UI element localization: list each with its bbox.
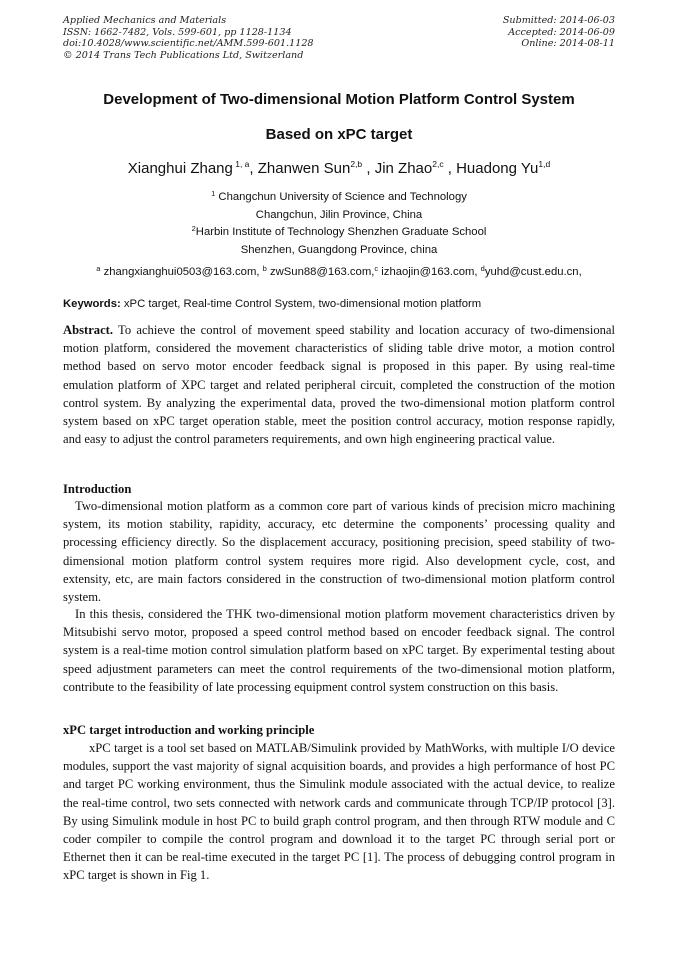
email-sup: d xyxy=(480,264,485,273)
author-affil-sup: 2,c xyxy=(432,159,444,169)
doi-line: doi:10.4028/www.scientific.net/AMM.599-601.1128 xyxy=(63,38,314,49)
affiliation-text: Changchun University of Science and Technology xyxy=(218,191,467,203)
section-heading-introduction: Introduction xyxy=(63,482,132,496)
paper-title-line-1: Development of Two-dimensional Motion Platform Control System xyxy=(103,91,575,108)
affiliation-1-name xyxy=(40,190,638,204)
submitted-date: Submitted: 2014-06-03 xyxy=(502,15,615,26)
paper-title-line-2: Based on xPC target xyxy=(265,126,413,143)
keywords-text: xPC target, Real-time Control System, two-dimensional motion platform xyxy=(123,298,482,310)
paragraph: Two-dimensional motion platform as a common core part of various kinds of precision micro machining system, its motion stability, rapidity, accuracy, etc determine the components’ processing quality and processing efficiency directly. So the displacement accuracy, positioning precision, speed stability of two-dimensional motion platform control system requires more rigid. Also development cycle, cost, and extensity, etc, are main factors considered in the construction of two-dimensional motion platform control system. xyxy=(63,499,615,605)
author-affil-sup: 1, a xyxy=(235,159,250,169)
email-address[interactable]: yuhd@cust.edu.cn, xyxy=(484,266,582,278)
affiliation-2-location: Shenzhen, Guangdong Province, china xyxy=(240,244,438,256)
affiliation-2-name xyxy=(40,225,638,239)
email-address[interactable]: zhangxianghui0503@163.com, xyxy=(103,266,260,278)
affiliation-1-location: Changchun, Jilin Province, China xyxy=(255,209,423,221)
abstract xyxy=(63,321,615,448)
affiliation-text: Harbin Institute of Technology Shenzhen Graduate School xyxy=(195,226,487,238)
email-list xyxy=(40,265,638,279)
paragraph: In this thesis, considered the THK two-dimensional motion platform movement characteristics driven by Mitsubishi servo motor, proposed a speed control method based on encoder feedback signal. The control system is a real-time motion control simulation platform based on xPC target. By experimental testing about speed adjustment parameters can meet the control requirements of the two-dimensional motion platform, contribute to the feasibility of late processing equipment control system construction on this basis. xyxy=(63,607,615,694)
keywords-label: Keywords: xyxy=(63,298,121,310)
author-name: Zhanwen Sun xyxy=(257,160,351,177)
author-affil-sup: 2,b xyxy=(350,159,363,169)
online-date: Online: 2014-08-11 xyxy=(521,38,615,49)
author-name: Huadong Yu xyxy=(456,160,539,177)
journal-name: Applied Mechanics and Materials xyxy=(63,15,227,26)
section-heading-xpc-target: xPC target introduction and working principle xyxy=(63,723,315,737)
issn-line: ISSN: 1662-7482, Vols. 599-601, pp 1128-1134 xyxy=(63,26,292,38)
accepted-date: Accepted: 2014-06-09 xyxy=(508,26,615,38)
author-affil-sup: 1,d xyxy=(538,159,551,169)
email-address[interactable]: zwSun88@163.com, xyxy=(269,266,375,278)
email-sup: b xyxy=(262,264,267,273)
author-name: Xianghui Zhang xyxy=(127,160,233,177)
affiliation-sup: 1 xyxy=(211,189,216,198)
author-name: Jin Zhao xyxy=(374,160,433,177)
copyright-line: © 2014 Trans Tech Publications Ltd, Switzerland xyxy=(63,49,304,61)
email-sup: a xyxy=(96,264,101,273)
journal-info xyxy=(63,15,314,61)
abstract-text: To achieve the control of movement speed stability and location accuracy of two-dimensional motion platform, considered the movement characteristics of sliding table drive motor, a motion control method based on servo motor encoder feedback signal is proposed in this paper. By using real-time emulation platform of XPC target and related peripheral circuit, completed the construction of the motion control system. By analyzing the experimental data, proved the two-dimensional motion platform control system based on xPC target operation stable, meet the position control accuracy, motion response rapidly, and easy to adjust the control parameters requirements, and own high engineering practical value. xyxy=(63,323,615,447)
paragraph: xPC target is a tool set based on MATLAB/Simulink provided by MathWorks, with multiple I/O device modules, support the vast majority of signal acquisition boards, and provides a high performance of host PC and target PC working environment, thus the Simulink module associated with the actual device, to realize the real-time control, two sets connected with network cards and communicate through TCP/IP protocol [3]. By using Simulink module in host PC to build graph control program, and then through RTW module and C coder compiler to compile the control program and download it to the target PC through serial port or Ethernet then it can be real-time executed in the target PC [1]. The process of debugging control program in xPC target is shown in Fig 1. xyxy=(63,741,615,883)
author-list: Xianghui Zhang $^{1, a}$, Zhanwen Sun$^{2,b}$ , Jin Zhao$^{2,c}$ , Huadong Yu$^{1,d}$ xyxy=(127,159,551,177)
email-address[interactable]: izhaojin@163.com, xyxy=(381,266,478,278)
keywords xyxy=(63,297,615,311)
publication-dates xyxy=(503,15,615,50)
affiliation-sup: 2 xyxy=(191,224,196,233)
email-sup: c xyxy=(374,264,379,273)
abstract-label: Abstract. xyxy=(63,323,114,337)
